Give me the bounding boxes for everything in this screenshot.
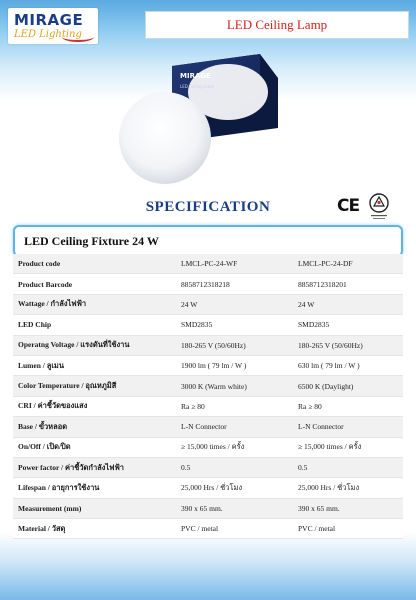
product-image (110, 48, 310, 198)
table-row (13, 315, 403, 335)
row-label: Material / วัสดุ (13, 519, 176, 539)
brand-logo (8, 8, 98, 44)
page-title: LED Ceiling Lamp (226, 17, 328, 32)
value-df: ≥ 15,000 times / ครั้ง (293, 437, 403, 457)
specification-table (13, 254, 403, 539)
table-row (13, 396, 403, 416)
value-wf: PVC / metal (176, 519, 293, 539)
table-row (13, 478, 403, 498)
fixture-title-box (13, 225, 403, 257)
table-row (13, 274, 403, 294)
row-label: Lifespan / อายุการใช้งาน (13, 478, 176, 498)
value-df: LMCL-PC-24-DF (293, 254, 403, 274)
value-wf: 180-265 V (50/60Hz) (176, 335, 293, 355)
value-df: L-N Connector (293, 417, 403, 437)
row-label: LED Chip (13, 315, 176, 335)
table-row (13, 437, 403, 457)
row-label: Wattage / กำลังไฟฟ้า (13, 294, 176, 314)
row-label: CRI / ค่าชี้วัดของแสง (13, 396, 176, 416)
value-wf: 8858712318218 (176, 274, 293, 294)
value-df: 8858712318201 (293, 274, 403, 294)
value-wf: 25,000 Hrs / ชั่วโมง (176, 478, 293, 498)
specification-heading: SPECIFICATION (145, 199, 271, 215)
row-label: Product Barcode (13, 274, 176, 294)
row-label: Product code (13, 254, 176, 274)
row-label: Lumen / ลูเมน (13, 355, 176, 375)
table-row (13, 355, 403, 375)
value-df: 25,000 Hrs / ชั่วโมง (293, 478, 403, 498)
ce-certification-mark: CE (337, 196, 360, 216)
row-label: Color Temperature / อุณหภูมิสี (13, 376, 176, 396)
row-label: Base / ขั้วหลอด (13, 417, 176, 437)
logo-swoosh-icon (62, 32, 94, 42)
table-row (13, 519, 403, 539)
title-bar (145, 11, 409, 39)
row-label: Operatng Voltage / แรงดันที่ใช้งาน (13, 335, 176, 355)
footer-background (0, 532, 416, 600)
value-df: 0.5 (293, 457, 403, 477)
value-wf: 390 x 65 mm. (176, 498, 293, 518)
brand-logo-tagline: LED Lighting (14, 29, 82, 40)
row-label: On/Off / เปิด/ปิด (13, 437, 176, 457)
lamp-disc (119, 92, 211, 184)
value-wf: Ra ≥ 80 (176, 396, 293, 416)
table-row (13, 335, 403, 355)
table-row (13, 417, 403, 437)
value-df: SMD2835 (293, 315, 403, 335)
value-df: PVC / metal (293, 519, 403, 539)
table-row (13, 254, 403, 274)
value-wf: SMD2835 (176, 315, 293, 335)
value-wf: 24 W (176, 294, 293, 314)
value-df: 180-265 V (50/60Hz) (293, 335, 403, 355)
brand-logo-name: MIRAGE (14, 11, 84, 29)
box-brand: MIRAGE (180, 72, 211, 80)
value-df: 630 lm ( 79 lm / W ) (293, 355, 403, 375)
table-row (13, 294, 403, 314)
table-row (13, 498, 403, 518)
value-df: Ra ≥ 80 (293, 396, 403, 416)
value-wf: LMCL-PC-24-WF (176, 254, 293, 274)
value-df: 390 x 65 mm. (293, 498, 403, 518)
value-wf: 1900 lm ( 79 lm / W ) (176, 355, 293, 375)
value-df: 6500 K (Daylight) (293, 376, 403, 396)
value-df: 24 W (293, 294, 403, 314)
value-wf: 0.5 (176, 457, 293, 477)
table-row (13, 457, 403, 477)
row-label: Power factor / ค่าชี้วัดกำลังไฟฟ้า (13, 457, 176, 477)
fixture-title: LED Ceiling Fixture 24 W (24, 233, 159, 248)
tisi-certification-icon (365, 191, 393, 221)
row-label: Measurement (mm) (13, 498, 176, 518)
table-row (13, 376, 403, 396)
value-wf: L-N Connector (176, 417, 293, 437)
value-wf: 3000 K (Warm white) (176, 376, 293, 396)
box-line: LED Ceiling lamp (180, 84, 215, 89)
value-wf: ≥ 15,000 times / ครั้ง (176, 437, 293, 457)
